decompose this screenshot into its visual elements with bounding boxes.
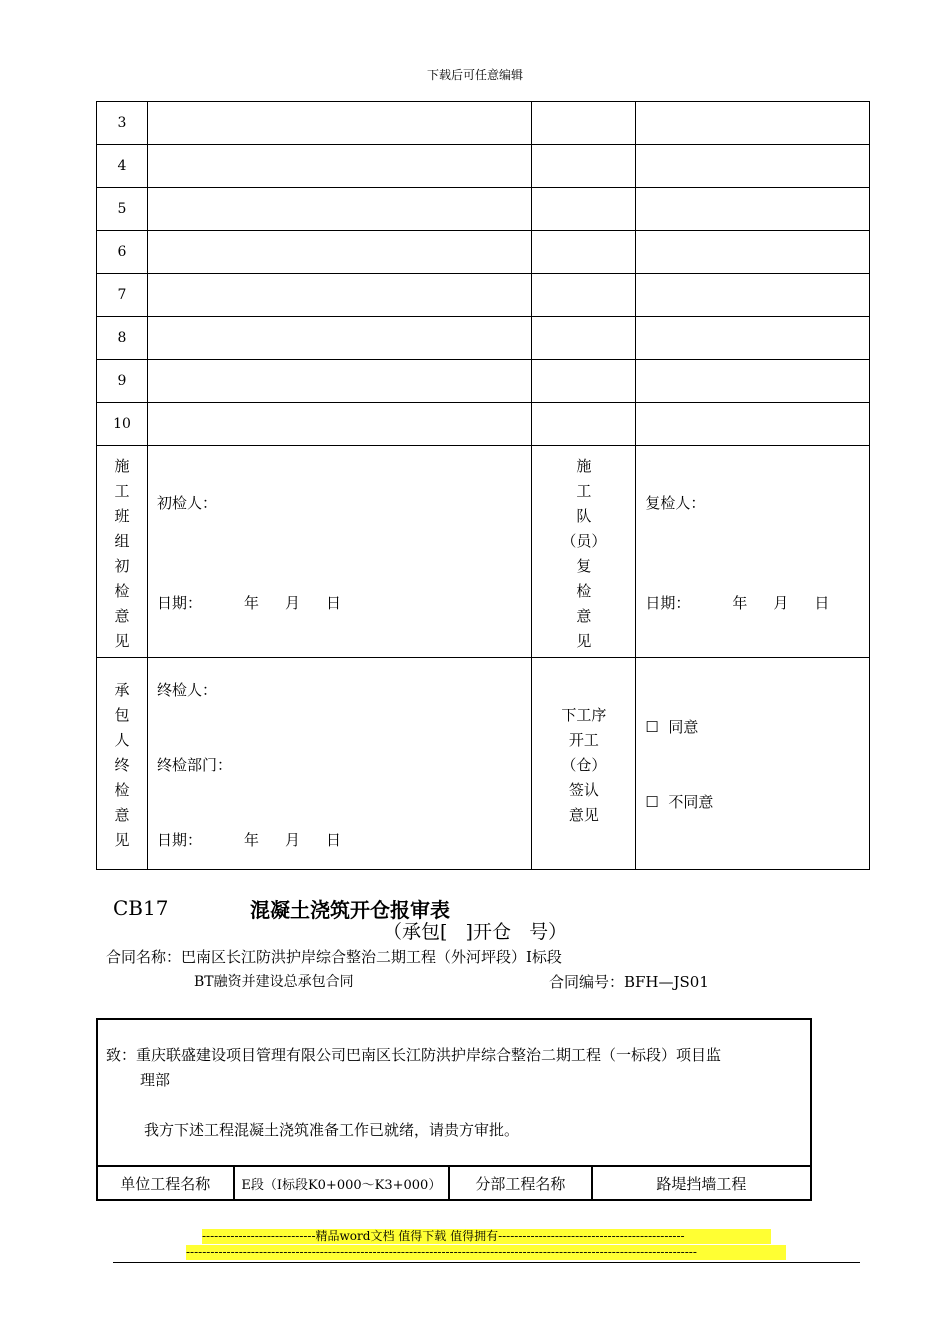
next-label-char: 开工 — [568, 731, 599, 749]
contract-name: 合同名称：巴南区长江防洪护岸综合整治二期工程（外河坪段）I标段 — [106, 948, 562, 966]
next-label-char: 签认 — [568, 781, 599, 799]
initial-label-char: 班 — [114, 507, 130, 525]
row-number: 4 — [97, 145, 148, 188]
row-item — [147, 274, 531, 317]
table-row — [97, 403, 870, 446]
table-row — [97, 231, 870, 274]
disagree-option[interactable] — [636, 791, 713, 812]
initial-label-char: 工 — [114, 482, 130, 500]
footer-banner-1: ----------------------------精品word文档 值得下载 值得拥有---------------------------------------------- — [202, 1229, 771, 1244]
row-number: 6 — [97, 231, 148, 274]
re-label-char: 检 — [576, 582, 592, 600]
row-item — [147, 145, 531, 188]
sub-name-label: 分部工程名称 — [449, 1166, 592, 1200]
table-row — [97, 360, 870, 403]
re-label-char: 见 — [576, 632, 592, 650]
row-col4 — [636, 102, 870, 145]
row-item — [147, 403, 531, 446]
inspection-table — [96, 101, 870, 870]
row-number: 3 — [97, 102, 148, 145]
initial-date-row: 日期： 年 月 日 — [156, 594, 342, 612]
letter-to-cont: 理部 — [140, 1071, 171, 1089]
next-process-label — [532, 658, 636, 870]
final-inspection-label — [97, 658, 148, 870]
row-col4 — [636, 317, 870, 360]
initial-label-char: 施 — [114, 457, 130, 475]
final-label-char: 见 — [114, 831, 130, 849]
agree-label: 同意 — [668, 718, 699, 736]
row-col3 — [532, 188, 636, 231]
unit-name-value: E段（I标段K0+000～K3+000） — [234, 1166, 450, 1200]
re-label-char: （员） — [561, 532, 607, 550]
re-inspection-label — [532, 446, 636, 658]
row-item — [147, 360, 531, 403]
re-label-char: 施 — [576, 457, 592, 475]
contract-name-2: BT融资并建设总承包合同 — [194, 974, 354, 990]
re-inspection-cell — [636, 446, 870, 658]
re-label-char: 复 — [576, 557, 592, 575]
sub-name-value: 路堤挡墙工程 — [592, 1166, 811, 1200]
initial-inspection-cell — [147, 446, 531, 658]
row-col3 — [532, 145, 636, 188]
row-item — [147, 188, 531, 231]
row-col4 — [636, 231, 870, 274]
re-date-row: 日期： 年 月 日 — [645, 594, 830, 612]
form-title: 混凝土浇筑开仓报审表 — [250, 898, 450, 922]
initial-label-char: 组 — [114, 532, 130, 550]
re-inspector-label: 复检人： — [645, 494, 706, 512]
final-label-char: 包 — [114, 706, 130, 724]
unit-name-label: 单位工程名称 — [97, 1166, 234, 1200]
final-label-char: 意 — [114, 806, 130, 824]
header-note: 下载后可任意编辑 — [426, 68, 523, 82]
next-label-char: 意见 — [568, 806, 599, 824]
re-label-char: 意 — [576, 607, 592, 625]
row-col3 — [532, 403, 636, 446]
re-label-char: 队 — [576, 507, 592, 525]
row-col3 — [532, 231, 636, 274]
agree-checkbox[interactable]: ☐ — [645, 718, 659, 736]
final-label-char: 人 — [114, 731, 130, 749]
table-row — [97, 317, 870, 360]
table-row — [97, 145, 870, 188]
final-department-label: 终检部门： — [156, 756, 232, 774]
letter-to: 致：重庆联盛建设项目管理有限公司巴南区长江防洪护岸综合整治二期工程（一标段）项目监 — [106, 1046, 722, 1064]
initial-label-char: 意 — [114, 607, 130, 625]
row-number: 8 — [97, 317, 148, 360]
row-number: 9 — [97, 360, 148, 403]
table-row — [97, 274, 870, 317]
application-table — [96, 1018, 812, 1201]
row-item — [147, 317, 531, 360]
row-col4 — [636, 188, 870, 231]
final-inspector-label: 终检人： — [156, 681, 217, 699]
form-subtitle: （承包[ ]开仓 号） — [383, 921, 568, 943]
initial-label-char: 初 — [114, 557, 130, 575]
initial-inspector-label: 初检人： — [156, 494, 217, 512]
next-label-char: （仓） — [561, 756, 607, 774]
row-col4 — [636, 360, 870, 403]
row-col3 — [532, 274, 636, 317]
row-item — [147, 231, 531, 274]
row-col3 — [532, 360, 636, 403]
next-label-char: 下工序 — [561, 706, 607, 724]
initial-label-char: 检 — [114, 582, 130, 600]
disagree-label: 不同意 — [668, 793, 714, 811]
final-date-row: 日期： 年 月 日 — [156, 831, 342, 849]
final-label-char: 检 — [114, 781, 130, 799]
next-process-cell — [636, 658, 870, 870]
row-col4 — [636, 145, 870, 188]
row-number: 7 — [97, 274, 148, 317]
re-label-char: 工 — [576, 482, 592, 500]
row-col3 — [532, 317, 636, 360]
row-number: 10 — [97, 403, 148, 446]
final-inspection-cell — [147, 658, 531, 870]
agree-option[interactable] — [636, 716, 698, 737]
contract-number: 合同编号：BFH—JS01 — [549, 973, 709, 991]
table-row — [97, 188, 870, 231]
footer-banner-2: ------------------------------------------------------------------------------------------------------------------------------ — [186, 1245, 786, 1260]
row-col3 — [532, 102, 636, 145]
form-code: CB17 — [113, 896, 169, 920]
row-item — [147, 102, 531, 145]
letter-cell — [97, 1019, 811, 1166]
row-number: 5 — [97, 188, 148, 231]
letter-body: 我方下述工程混凝土浇筑准备工作已就绪，请贵方审批。 — [144, 1121, 520, 1139]
footer-divider — [113, 1262, 860, 1263]
table-row — [97, 102, 870, 145]
disagree-checkbox[interactable]: ☐ — [645, 793, 659, 811]
row-col4 — [636, 274, 870, 317]
final-label-char: 终 — [114, 756, 130, 774]
final-label-char: 承 — [114, 681, 130, 699]
initial-inspection-label — [97, 446, 148, 658]
row-col4 — [636, 403, 870, 446]
initial-label-char: 见 — [114, 632, 130, 650]
